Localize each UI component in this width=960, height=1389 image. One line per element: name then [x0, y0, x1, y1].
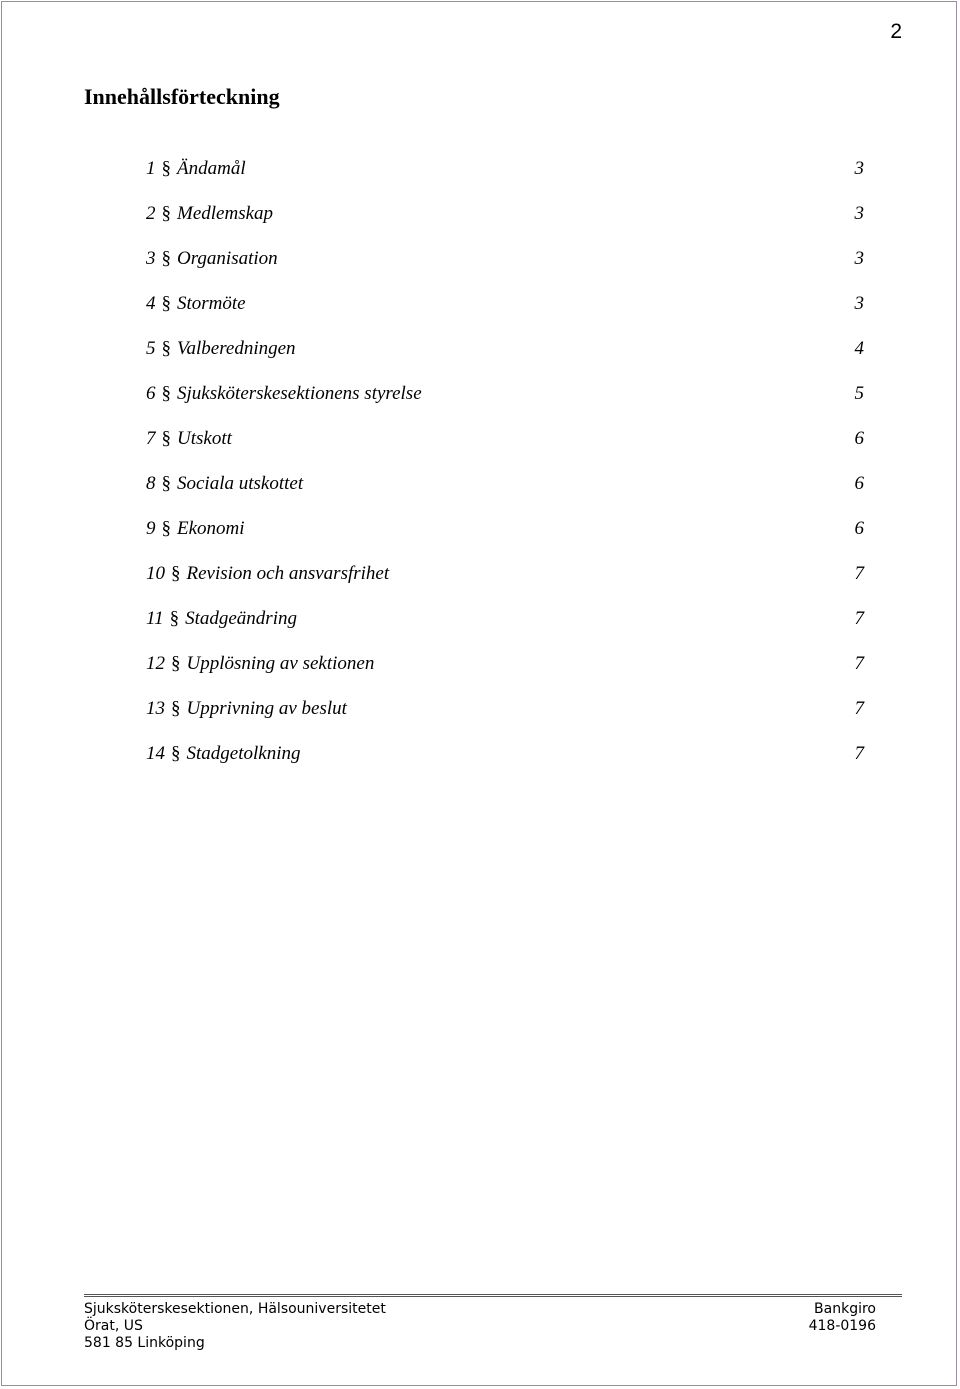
- toc-entry-title: Ekonomi: [177, 518, 245, 539]
- section-symbol: §: [171, 563, 181, 584]
- toc-entry-page: 7: [854, 608, 864, 629]
- toc-entry-title: Stadgeändring: [185, 608, 297, 629]
- toc-entry-number: 12: [146, 653, 165, 674]
- toc-entry-number: 2: [146, 203, 156, 224]
- toc-entry[interactable]: [146, 156, 864, 201]
- toc-entry[interactable]: [146, 516, 864, 561]
- section-symbol: §: [161, 293, 171, 314]
- toc-heading: Innehållsförteckning: [84, 84, 280, 109]
- toc-entry-number: 4: [146, 293, 156, 314]
- toc-entry[interactable]: [146, 561, 864, 606]
- toc-entry-title: Upprivning av beslut: [186, 698, 347, 719]
- toc-entry-title: Revision och ansvarsfrihet: [186, 563, 390, 584]
- toc-entry-title: Medlemskap: [177, 203, 274, 224]
- toc-entry-title: Sociala utskottet: [177, 473, 304, 494]
- section-symbol: §: [161, 158, 171, 179]
- toc-entry-page: 7: [854, 698, 864, 719]
- section-symbol: §: [161, 518, 171, 539]
- toc-entry-number: 3: [146, 248, 156, 269]
- toc-entry-title: Valberedningen: [177, 338, 296, 359]
- toc-entry-page: 7: [854, 563, 864, 584]
- toc-entry-title: Stadgetolkning: [186, 743, 301, 764]
- footer-divider: [84, 1294, 902, 1297]
- footer-address-line: Sjuksköterskesektionen, Hälsouniversitetet: [84, 1301, 386, 1317]
- toc-entry[interactable]: [146, 471, 864, 516]
- toc-entry-page: 3: [854, 293, 864, 314]
- page-number: 2: [890, 20, 902, 43]
- footer-address: [84, 1301, 386, 1352]
- toc-entry-number: 13: [146, 698, 165, 719]
- toc-entry-number: 14: [146, 743, 165, 764]
- toc-entry-title: Stormöte: [177, 293, 246, 314]
- toc-entry-title: Utskott: [177, 428, 232, 449]
- toc-entry-title: Ändamål: [177, 158, 246, 179]
- footer-address-line: Örat, US: [84, 1318, 143, 1334]
- toc-entry-page: 7: [854, 653, 864, 674]
- toc-entry-title: Sjuksköterskesektionens styrelse: [177, 383, 422, 404]
- toc-entry-page: 3: [854, 248, 864, 269]
- toc-entry[interactable]: [146, 381, 864, 426]
- toc-entry[interactable]: [146, 741, 864, 786]
- toc-entry-page: 6: [854, 428, 864, 449]
- toc-entry[interactable]: [146, 426, 864, 471]
- section-symbol: §: [171, 698, 181, 719]
- footer-address-line: 581 85 Linköping: [84, 1335, 205, 1351]
- footer-bank-label: Bankgiro: [814, 1301, 876, 1317]
- toc-entry[interactable]: [146, 201, 864, 246]
- toc-entry-page: 3: [854, 203, 864, 224]
- toc-entry-page: 6: [854, 518, 864, 539]
- toc-entry[interactable]: [146, 651, 864, 696]
- section-symbol: §: [161, 203, 171, 224]
- toc-entry-page: 5: [854, 383, 864, 404]
- toc-entry-number: 8: [146, 473, 156, 494]
- toc-entry-number: 11: [146, 608, 164, 629]
- section-symbol: §: [171, 743, 181, 764]
- toc-entry-number: 1: [146, 158, 156, 179]
- toc-entry-number: 5: [146, 338, 156, 359]
- section-symbol: §: [171, 653, 181, 674]
- section-symbol: §: [169, 608, 180, 629]
- toc-list: [146, 156, 864, 786]
- toc-entry[interactable]: [146, 696, 864, 741]
- footer-bank: [809, 1301, 876, 1335]
- section-symbol: §: [161, 473, 171, 494]
- toc-entry-page: 7: [854, 743, 864, 764]
- toc-entry-title: Organisation: [177, 248, 278, 269]
- section-symbol: §: [161, 338, 171, 359]
- toc-entry-page: 6: [854, 473, 864, 494]
- toc-entry-number: 9: [146, 518, 156, 539]
- section-symbol: §: [161, 383, 171, 404]
- toc-entry[interactable]: [146, 246, 864, 291]
- section-symbol: §: [161, 428, 171, 449]
- toc-entry[interactable]: [146, 336, 864, 381]
- toc-entry-number: 10: [146, 563, 165, 584]
- section-symbol: §: [161, 248, 171, 269]
- footer-bank-number: 418-0196: [808, 1318, 876, 1334]
- toc-entry-number: 7: [146, 428, 156, 449]
- toc-entry-title: Upplösning av sektionen: [186, 653, 375, 674]
- toc-entry-page: 3: [854, 158, 864, 179]
- toc-entry[interactable]: [146, 291, 864, 336]
- toc-entry[interactable]: [146, 606, 864, 651]
- toc-entry-number: 6: [146, 383, 156, 404]
- toc-entry-page: 4: [854, 338, 864, 359]
